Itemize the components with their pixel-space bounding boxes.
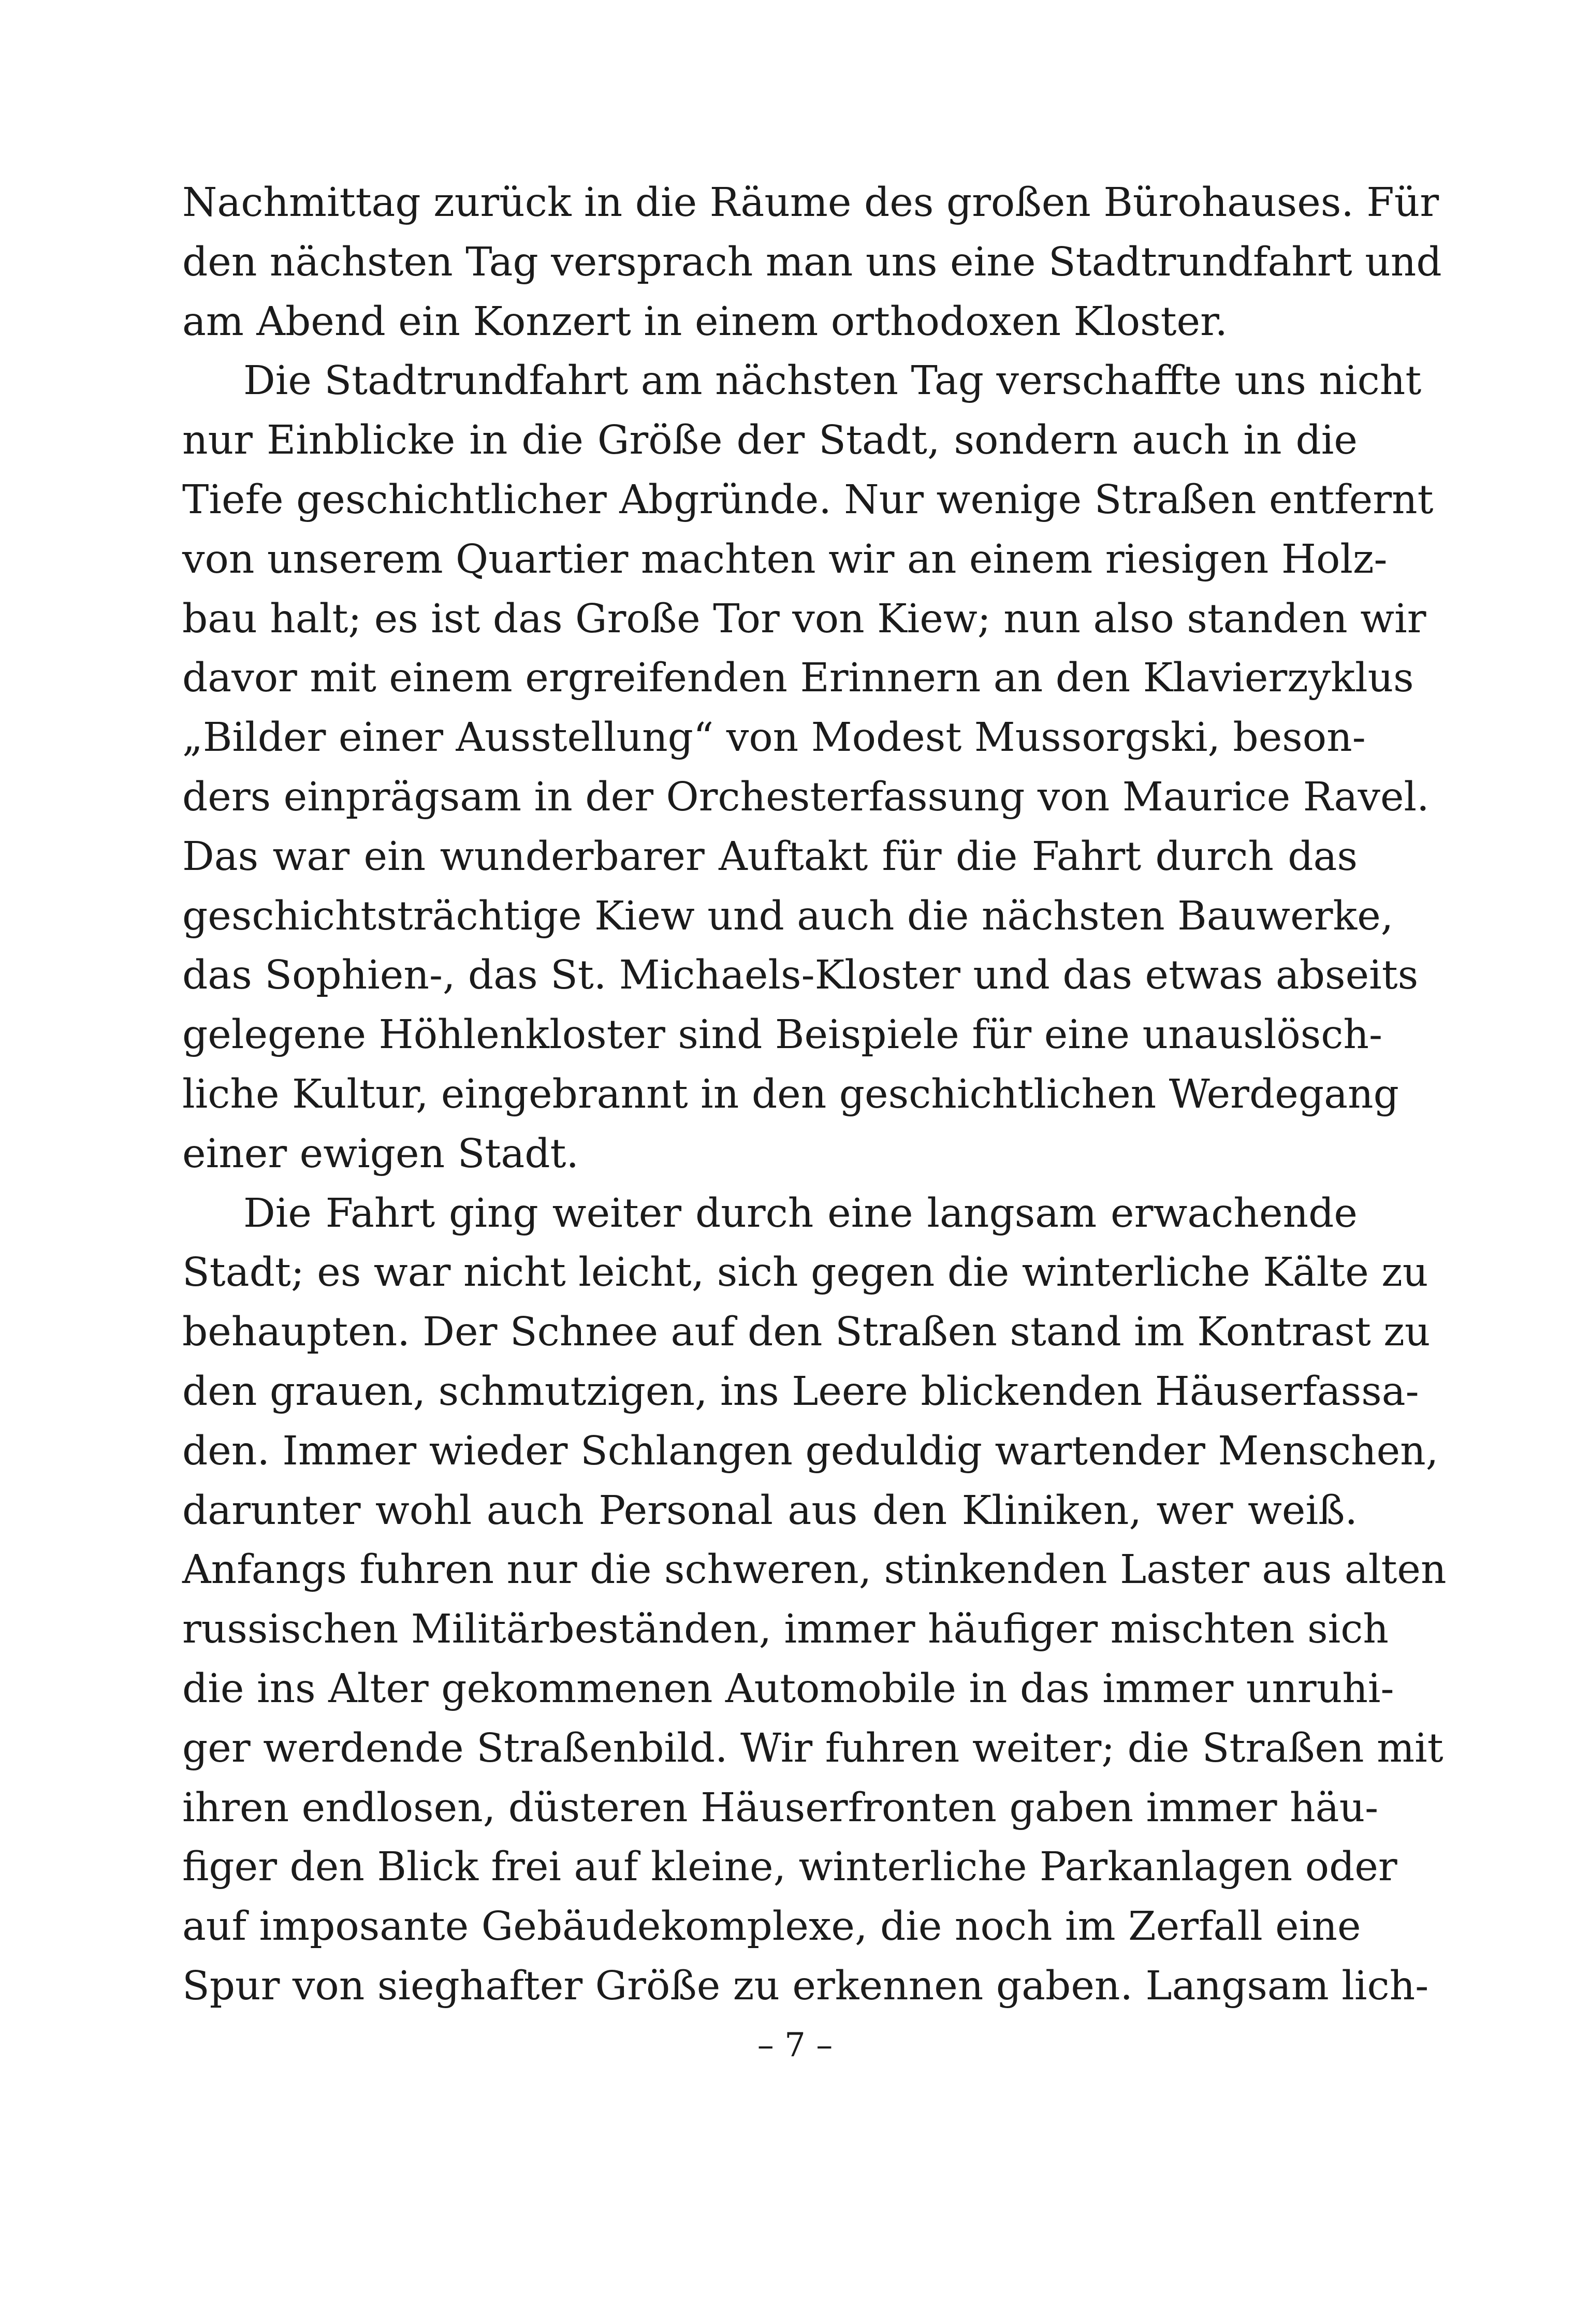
text-line: von unserem Quartier machten wir an einem riesigen Holz- [182,536,1388,583]
text-line: „Bilder einer Ausstellung“ von Modest Mussorgski, beson- [182,715,1366,761]
text-line: die ins Alter gekommenen Automobile in das immer unruhi- [182,1665,1394,1712]
text-line: gelegene Höhlenkloster sind Beispiele für eine unauslösch- [182,1012,1382,1058]
body-text [182,173,1447,2016]
text-line: darunter wohl auch Personal aus den Kliniken, wer weiß. [182,1487,1358,1534]
text-line: den grauen, schmutzigen, ins Leere blickenden Häuserfassa- [182,1368,1419,1415]
text-line: russischen Militärbeständen, immer häufiger mischten sich [182,1606,1389,1653]
text-line: ihren endlosen, düsteren Häuserfronten gaben immer häu- [182,1784,1379,1831]
text-line: am Abend ein Konzert in einem orthodoxen Kloster. [182,298,1228,345]
text-line: Das war ein wunderbarer Auftakt für die Fahrt durch das [182,833,1358,880]
text-line: einer ewigen Stadt. [182,1130,579,1177]
text-line: behaupten. Der Schnee auf den Straßen stand im Kontrast zu [182,1309,1431,1356]
text-line: figer den Blick frei auf kleine, winterliche Parkanlagen oder [182,1844,1397,1891]
text-line: Nachmittag zurück in die Räume des großen Bürohauses. Für [182,180,1439,226]
text-line: davor mit einem ergreifenden Erinnern an den Klavierzyklus [182,655,1414,702]
text-line: Spur von sieghafter Größe zu erkennen gaben. Langsam lich- [182,1963,1429,2009]
text-line: Anfangs fuhren nur die schweren, stinkenden Laster aus alten [182,1547,1447,1593]
text-line: auf imposante Gebäudekomplexe, die noch im Zerfall eine [182,1904,1361,1950]
text-line: Tiefe geschichtlicher Abgründe. Nur wenige Straßen entfernt [182,476,1434,523]
text-line: liche Kultur, eingebrannt in den geschichtlichen Werdegang [182,1071,1399,1117]
text-line: nur Einblicke in die Größe der Stadt, sondern auch in die [182,417,1358,464]
text-line: ger werdende Straßenbild. Wir fuhren weiter; die Straßen mit [182,1725,1443,1771]
text-line: das Sophien-, das St. Michaels-Kloster und das etwas abseits [182,952,1419,999]
text-line: Stadt; es war nicht leicht, sich gegen die winterliche Kälte zu [182,1250,1428,1296]
text-line: geschichtsträchtige Kiew und auch die nächsten Bauwerke, [182,893,1394,939]
text-line: bau halt; es ist das Große Tor von Kiew; nun also standen wir [182,595,1426,642]
text-line: den nächsten Tag versprach man uns eine Stadtrundfahrt und [182,239,1442,285]
text-line: Die Fahrt ging weiter durch eine langsam erwachende [243,1190,1358,1237]
text-line: ders einprägsam in der Orchesterfassung von Maurice Ravel. [182,774,1429,820]
page-number: – 7 – [757,2026,833,2065]
text-line: den. Immer wieder Schlangen geduldig wartender Menschen, [182,1428,1439,1474]
text-line: Die Stadtrundfahrt am nächsten Tag verschaffte uns nicht [243,358,1422,404]
